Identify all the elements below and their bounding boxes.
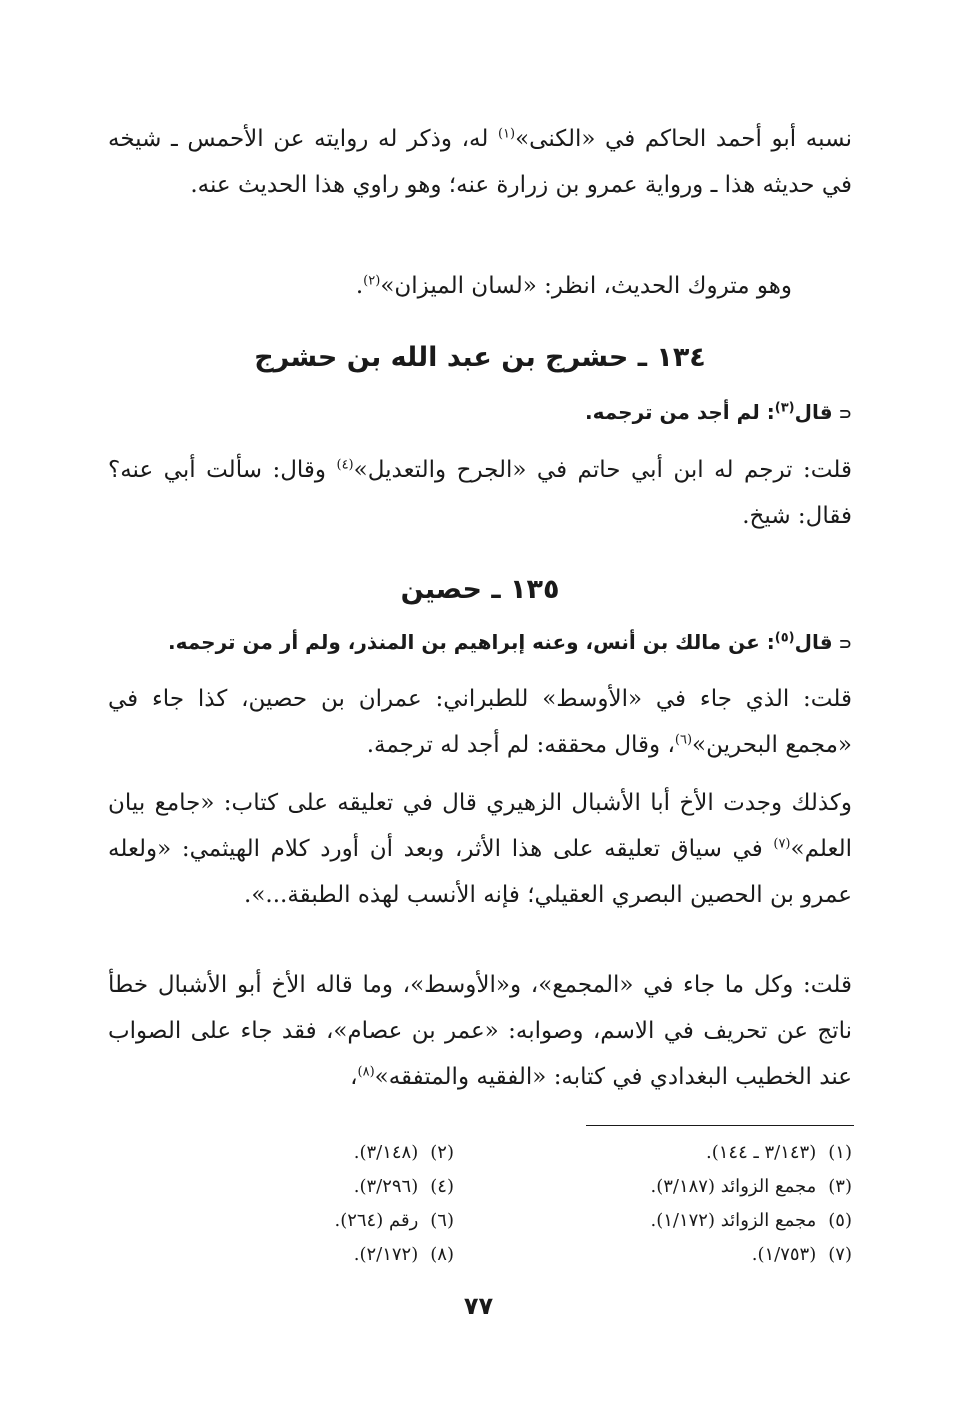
paragraph-text-b: له، وذكر له روايته عن الأحمس ـ شيخه في حديثه هذا ـ ورواية عمرو بن زرارة عنه؛ وهو راوي هذا الحديث عنه. [108, 126, 852, 198]
footnote-text: (٢/١٧٢). [353, 1244, 419, 1265]
footnote-ref: (٦) [674, 732, 693, 748]
footnote-divider [586, 1125, 854, 1126]
footnote-text: (٣/٢٩٦). [353, 1176, 419, 1197]
footnote-text: مجمع الزوائد (٣/١٨٧). [650, 1176, 817, 1197]
paragraph-text [108, 676, 852, 768]
footnote-ref: (١) [497, 126, 516, 142]
footnotes-column-right [522, 1136, 852, 1272]
paragraph-text [108, 447, 852, 539]
paragraph-text-b: وقال: سألت أبي عنه؟ فقال: شيخ. [108, 457, 852, 529]
footnote-number: (٨) [430, 1244, 454, 1265]
paragraph-text-b: . [355, 273, 364, 299]
paragraph-text [108, 962, 852, 1100]
footnote-ref: (٨) [357, 1064, 375, 1080]
quote-line-1 [108, 400, 852, 424]
paragraph-text-b: في سياق تعليقه على هذا الأثر، وبعد أن أورد كلام الهيثمي: «ولعله عمرو بن الحصين البصري العقيلي؛ فإنه الأنسب لهذه الطبقة...». [108, 836, 852, 908]
paragraph-text-a: وكذلك وجدت الأخ أبا الأشبال الزهيري قال في تعليقه على كتاب: «جامع بيان العلم» [108, 790, 852, 862]
paragraph-3 [108, 447, 852, 539]
quote-text-a: قال [794, 400, 833, 424]
footnote-number: (٧) [828, 1244, 852, 1265]
footnote-text: (٣/١٤٣ ـ ١٤٤). [706, 1142, 817, 1163]
footnote-item [522, 1204, 852, 1238]
paragraph-text-a: قلت: ترجم له ابن أبي حاتم في «الجرح والتعديل» [353, 457, 852, 483]
footnote-item [194, 1204, 454, 1238]
paragraph-text [108, 116, 852, 208]
footnote-text: (٣/١٤٨). [353, 1142, 419, 1163]
page-number: ٧٧ [463, 1292, 494, 1320]
footnote-item [522, 1136, 852, 1170]
footnote-number: (٦) [430, 1210, 454, 1231]
paragraph-6 [108, 962, 852, 1100]
quote-text-b: : عن مالك بن أنس، وعنه إبراهيم بن المنذر، ولم أر من ترجمه. [168, 630, 775, 654]
paragraph-text-a: نسبه أبو أحمد الحاكم في «الكنى» [515, 126, 852, 152]
footnote-text: (١/٧٥٣). [751, 1244, 817, 1265]
footnote-ref: (٧) [773, 836, 791, 852]
footnote-text: مجمع الزوائد (١/١٧٢). [650, 1210, 817, 1231]
paragraph-text-a: قلت: وكل ما جاء في «المجمع»، و«الأوسط»، وما قاله الأخ أبو الأشبال خطأ ناتج عن تحريف في الاسم، وصوابه: «عمر بن عصام»، فقد جاء على الصواب عند الخطيب البغدادي في كتابه: «الفقيه والمتفقه» [108, 972, 852, 1090]
paragraph-5 [108, 780, 852, 918]
footnote-item [194, 1136, 454, 1170]
section-heading-135: ١٣٥ ـ حصين [400, 574, 560, 605]
footnote-text: رقم (٢٦٤). [334, 1210, 419, 1231]
paragraph-2 [108, 263, 852, 309]
paragraph-text-a: قلت: الذي جاء في «الأوسط» للطبراني: عمران بن حصين، كذا جاء في «مجمع البحرين» [108, 686, 852, 758]
section-heading-134: ١٣٤ ـ حشرج بن عبد الله بن حشرج [254, 342, 706, 373]
quote-text-a: قال [794, 630, 833, 654]
quote-line-2 [108, 630, 852, 654]
footnote-item [194, 1170, 454, 1204]
paragraph-4 [108, 676, 852, 768]
footnote-number: (١) [828, 1142, 852, 1163]
footnote-number: (٣) [828, 1176, 852, 1197]
footnotes-column-left [194, 1136, 454, 1272]
footnote-number: (٥) [828, 1210, 852, 1231]
footnote-item [522, 1238, 852, 1272]
footnote-number: (٢) [430, 1142, 454, 1163]
quote-mark-icon: ⊂ [838, 634, 852, 653]
paragraph-1 [108, 116, 852, 208]
footnote-item [194, 1238, 454, 1272]
quote-mark-icon: ⊂ [838, 404, 852, 423]
paragraph-text-b: ، [350, 1064, 358, 1090]
paragraph-text-b: ، وقال محققه: لم أجد له ترجمة. [366, 732, 675, 758]
footnote-item [522, 1170, 852, 1204]
paragraph-text [108, 780, 852, 918]
quote-text-b: : لم أجد من ترجمه. [585, 400, 775, 424]
footnote-number: (٤) [430, 1176, 454, 1197]
paragraph-text-a: وهو متروك الحديث، انظر: «لسان الميزان» [380, 273, 792, 299]
footnote-ref: (٤) [336, 457, 354, 473]
paragraph-text [108, 263, 792, 309]
footnote-ref: (٥) [774, 630, 795, 646]
footnote-ref: (٣) [774, 400, 795, 416]
footnote-ref: (٢) [363, 273, 381, 289]
